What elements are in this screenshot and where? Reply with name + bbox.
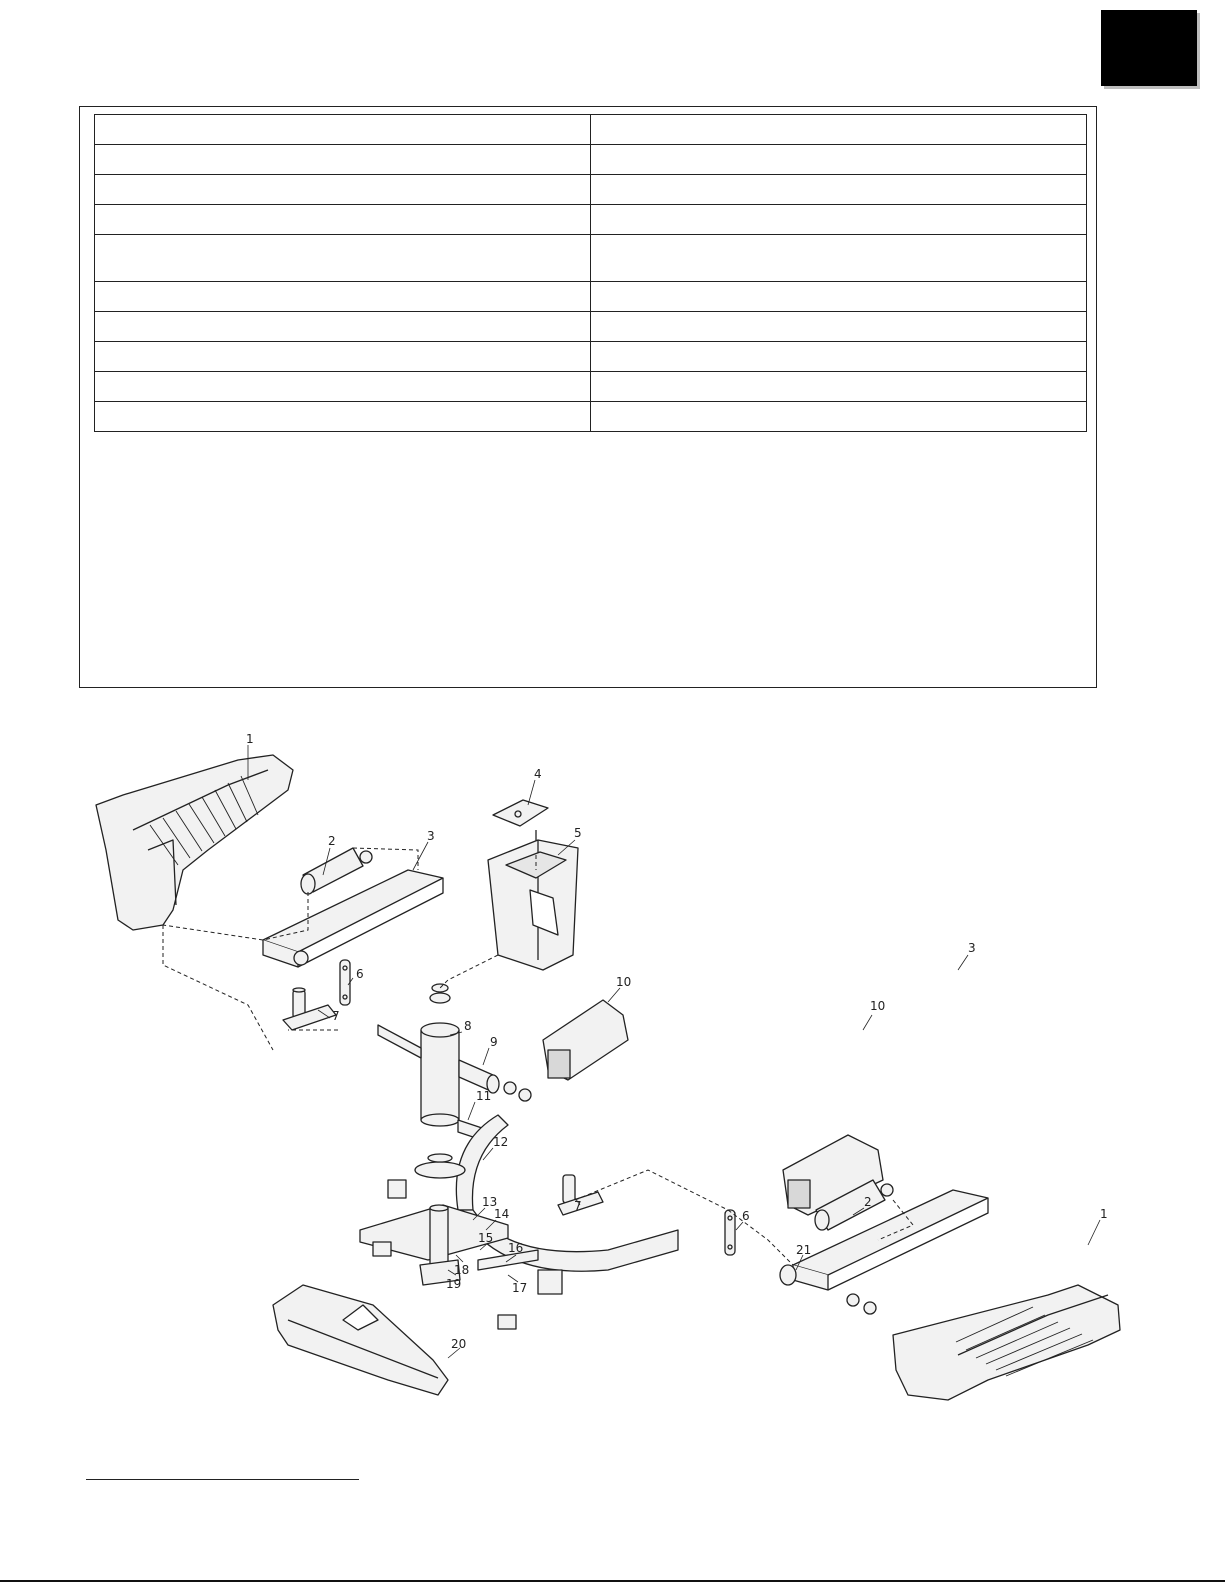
callout-12: 12	[493, 1135, 509, 1149]
base-plate	[415, 1154, 465, 1178]
callout-15: 15	[478, 1231, 494, 1245]
roller-left	[301, 848, 372, 894]
callout-13: 13	[482, 1195, 498, 1209]
table-cell	[95, 402, 591, 432]
table-cell	[95, 312, 591, 342]
callout-11: 11	[476, 1089, 492, 1103]
callout-19: 19	[446, 1277, 462, 1291]
axle-tube	[459, 1060, 531, 1101]
central-column	[378, 984, 459, 1126]
table-row	[95, 115, 1087, 145]
callout-6-right: 6	[742, 1209, 750, 1223]
callout-10-right: 10	[870, 999, 886, 1013]
callout-3-right: 3	[968, 941, 976, 955]
callout-9: 9	[490, 1035, 498, 1049]
table-cell	[591, 312, 1087, 342]
callout-6: 6	[356, 967, 364, 981]
base-foot	[273, 1285, 448, 1395]
callout-17: 17	[512, 1281, 528, 1295]
table-cell	[95, 205, 591, 235]
table-cell	[95, 145, 591, 175]
link-bracket-right	[725, 1210, 735, 1255]
footnote-rule	[86, 1479, 359, 1480]
callout-21: 21	[796, 1243, 812, 1257]
callout-14: 14	[494, 1207, 510, 1221]
table-cell	[591, 372, 1087, 402]
table-cell	[591, 175, 1087, 205]
callout-16: 16	[508, 1241, 524, 1255]
callout-5: 5	[574, 826, 582, 840]
table-cell	[95, 342, 591, 372]
page-tab-marker	[1101, 10, 1197, 86]
table-row	[95, 372, 1087, 402]
callout-2: 2	[328, 834, 336, 848]
table-cell	[95, 115, 591, 145]
callout-1: 1	[246, 732, 254, 746]
link-bracket-left	[340, 960, 350, 1005]
callout-8: 8	[464, 1019, 472, 1033]
table-row	[95, 235, 1087, 282]
page-bottom-rule	[0, 1580, 1225, 1582]
console-housing	[488, 840, 578, 970]
table-row	[95, 282, 1087, 312]
table-row	[95, 175, 1087, 205]
table-cell	[591, 282, 1087, 312]
cover-upper	[543, 1000, 628, 1080]
table-cell	[591, 402, 1087, 432]
table-cell	[591, 342, 1087, 372]
table-cell	[591, 235, 1087, 282]
table-row	[95, 145, 1087, 175]
table-cell	[95, 282, 591, 312]
table-cell	[591, 115, 1087, 145]
table-row	[95, 342, 1087, 372]
table-cell	[95, 372, 591, 402]
callout-3: 3	[427, 829, 435, 843]
foot-pedal-right	[893, 1285, 1120, 1400]
callout-10: 10	[616, 975, 632, 989]
table-cell	[591, 145, 1087, 175]
table-cell	[95, 235, 591, 282]
callout-1-right: 1	[1100, 1207, 1108, 1221]
table-row	[95, 205, 1087, 235]
callout-18: 18	[454, 1263, 470, 1277]
foot-pedal-left	[96, 755, 293, 930]
crossbar-left	[263, 870, 443, 967]
pivot-left	[283, 988, 336, 1030]
table-cell	[591, 205, 1087, 235]
table-row	[95, 402, 1087, 432]
spec-table	[94, 114, 1087, 432]
callout-2-right: 2	[864, 1195, 872, 1209]
callout-7-right: 7	[574, 1199, 582, 1213]
table-row	[95, 312, 1087, 342]
exploded-parts-diagram	[88, 730, 1138, 1420]
callout-20: 20	[451, 1337, 467, 1351]
table-cell	[95, 175, 591, 205]
callout-4: 4	[534, 767, 542, 781]
callout-7: 7	[332, 1009, 340, 1023]
